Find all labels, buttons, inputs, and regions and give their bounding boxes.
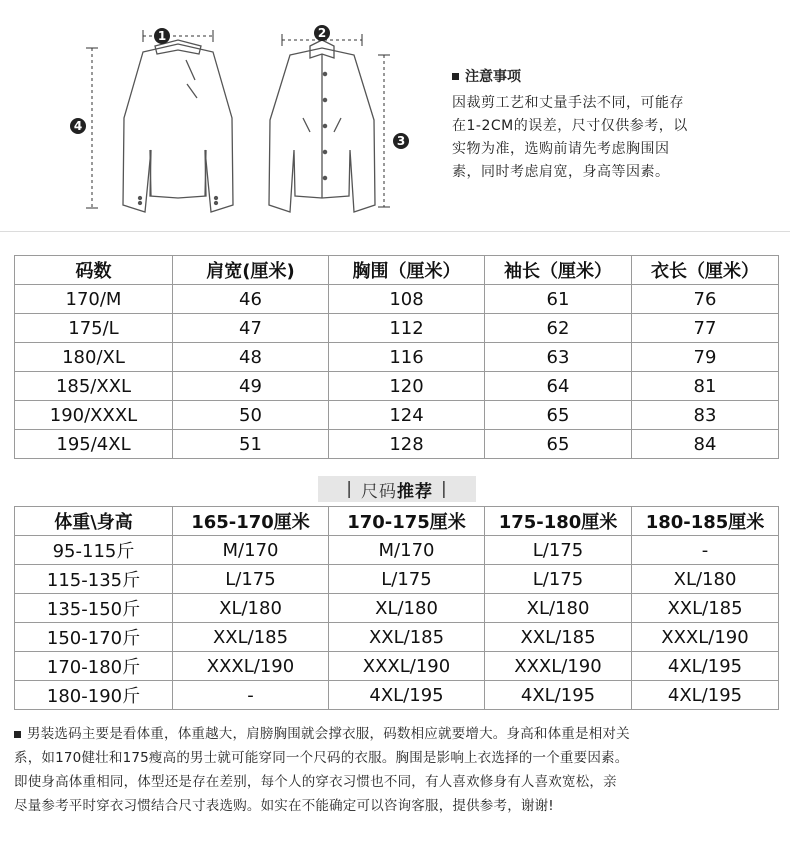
header-height-range: 180-185厘米 <box>632 507 779 536</box>
header-length: 衣长（厘米） <box>632 256 779 285</box>
bullet-square-icon <box>452 73 459 80</box>
footer-line: 尽量参考平时穿衣习惯结合尺寸表选购。如实在不能确定可以咨询客服，提供参考，谢谢! <box>14 798 554 814</box>
table-row <box>15 594 779 623</box>
cell-weight: 150-170斤 <box>15 623 173 652</box>
footer-line: 系，如170健壮和175瘦高的男士就可能穿同一个尺码的衣服。胸围是影响上衣选择的一个重要因素。 <box>14 750 629 766</box>
cell-recommend: XL/180 <box>329 594 485 623</box>
recommend-table <box>14 506 779 710</box>
cell-chest: 112 <box>329 314 485 343</box>
size-recommend-banner <box>318 476 476 502</box>
cell-size: 195/4XL <box>15 430 173 459</box>
cell-recommend: XXXL/190 <box>329 652 485 681</box>
banner-text-bold: 推荐 <box>397 481 433 502</box>
notes-title: 注意事项 <box>465 69 521 85</box>
cell-recommend: L/175 <box>173 565 329 594</box>
header-height-range: 165-170厘米 <box>173 507 329 536</box>
marker-4-label: 4 <box>73 119 83 133</box>
banner-bar: | <box>346 479 353 499</box>
cell-size: 190/XXXL <box>15 401 173 430</box>
table-row <box>15 314 779 343</box>
cell-chest: 116 <box>329 343 485 372</box>
cell-length: 81 <box>632 372 779 401</box>
cell-recommend: XL/180 <box>173 594 329 623</box>
table-row <box>15 623 779 652</box>
notes-panel <box>452 66 782 184</box>
cell-size: 180/XL <box>15 343 173 372</box>
cell-chest: 124 <box>329 401 485 430</box>
marker-3-label: 3 <box>396 134 406 148</box>
header-size: 码数 <box>15 256 173 285</box>
header-weight-height: 体重\身高 <box>15 507 173 536</box>
cell-size: 170/M <box>15 285 173 314</box>
header-height-range: 175-180厘米 <box>485 507 632 536</box>
jacket-measurement-diagram <box>0 0 440 225</box>
size-chart-table <box>14 255 779 459</box>
table-row <box>15 536 779 565</box>
marker-1-label: 1 <box>157 29 167 43</box>
cell-weight: 170-180斤 <box>15 652 173 681</box>
notes-line: 素，同时考虑肩宽，身高等因素。 <box>452 164 670 180</box>
cell-recommend: XL/180 <box>632 565 779 594</box>
cell-recommend: 4XL/195 <box>632 652 779 681</box>
banner-text: 尺码 <box>361 481 397 502</box>
cell-recommend: M/170 <box>173 536 329 565</box>
bullet-square-icon <box>14 731 21 738</box>
table-row <box>15 565 779 594</box>
cell-shoulder: 48 <box>173 343 329 372</box>
cell-recommend: L/175 <box>485 565 632 594</box>
table-row <box>15 343 779 372</box>
section-divider <box>0 231 790 232</box>
header-chest: 胸围（厘米） <box>329 256 485 285</box>
cell-shoulder: 46 <box>173 285 329 314</box>
cell-recommend: XXL/185 <box>485 623 632 652</box>
cell-recommend: XXXL/190 <box>173 652 329 681</box>
footer-notes <box>14 722 784 818</box>
footer-line: 即使身高体重相同，体型还是存在差别，每个人的穿衣习惯也不同，有人喜欢修身有人喜欢宽松，亲 <box>14 774 617 790</box>
cell-sleeve: 61 <box>485 285 632 314</box>
cell-recommend: 4XL/195 <box>329 681 485 710</box>
header-height-range: 170-175厘米 <box>329 507 485 536</box>
cell-recommend: L/175 <box>329 565 485 594</box>
cell-length: 77 <box>632 314 779 343</box>
cell-recommend: XXL/185 <box>329 623 485 652</box>
size-table-header-row <box>15 256 779 285</box>
cell-chest: 108 <box>329 285 485 314</box>
marker-2-label: 2 <box>317 26 327 40</box>
notes-line: 实物为准，选购前请先考虑胸围因 <box>452 141 670 157</box>
cell-length: 83 <box>632 401 779 430</box>
cell-recommend: M/170 <box>329 536 485 565</box>
cell-recommend: 4XL/195 <box>632 681 779 710</box>
cell-shoulder: 49 <box>173 372 329 401</box>
notes-heading <box>452 66 782 86</box>
cell-sleeve: 62 <box>485 314 632 343</box>
cell-recommend: XXL/185 <box>173 623 329 652</box>
table-row <box>15 681 779 710</box>
cell-recommend: - <box>632 536 779 565</box>
header-shoulder: 肩宽(厘米) <box>173 256 329 285</box>
cell-chest: 120 <box>329 372 485 401</box>
cell-recommend: - <box>173 681 329 710</box>
table-row <box>15 285 779 314</box>
cell-weight: 95-115斤 <box>15 536 173 565</box>
notes-line: 在1-2CM的误差，尺寸仅供参考，以 <box>452 118 688 134</box>
cell-sleeve: 64 <box>485 372 632 401</box>
footer-line: 男装选码主要是看体重，体重越大，肩膀胸围就会撑衣服，码数相应就要增大。身高和体重是相对关 <box>27 726 630 742</box>
cell-shoulder: 47 <box>173 314 329 343</box>
jacket-back-outline <box>123 44 233 212</box>
cell-weight: 135-150斤 <box>15 594 173 623</box>
cell-sleeve: 65 <box>485 430 632 459</box>
cell-recommend: L/175 <box>485 536 632 565</box>
cell-size: 185/XXL <box>15 372 173 401</box>
cell-chest: 128 <box>329 430 485 459</box>
cell-size: 175/L <box>15 314 173 343</box>
cell-length: 84 <box>632 430 779 459</box>
table-row <box>15 430 779 459</box>
cell-length: 79 <box>632 343 779 372</box>
cell-recommend: XXL/185 <box>632 594 779 623</box>
cell-shoulder: 51 <box>173 430 329 459</box>
cell-recommend: XL/180 <box>485 594 632 623</box>
cell-shoulder: 50 <box>173 401 329 430</box>
cell-length: 76 <box>632 285 779 314</box>
cell-recommend: XXXL/190 <box>632 623 779 652</box>
banner-bar: | <box>441 479 448 499</box>
recommend-table-header-row <box>15 507 779 536</box>
cell-weight: 180-190斤 <box>15 681 173 710</box>
table-row <box>15 652 779 681</box>
table-row <box>15 372 779 401</box>
cell-recommend: 4XL/195 <box>485 681 632 710</box>
cell-sleeve: 63 <box>485 343 632 372</box>
cell-weight: 115-135斤 <box>15 565 173 594</box>
notes-line: 因裁剪工艺和丈量手法不同，可能存 <box>452 95 684 111</box>
header-sleeve: 袖长（厘米） <box>485 256 632 285</box>
cell-recommend: XXXL/190 <box>485 652 632 681</box>
cell-sleeve: 65 <box>485 401 632 430</box>
table-row <box>15 401 779 430</box>
